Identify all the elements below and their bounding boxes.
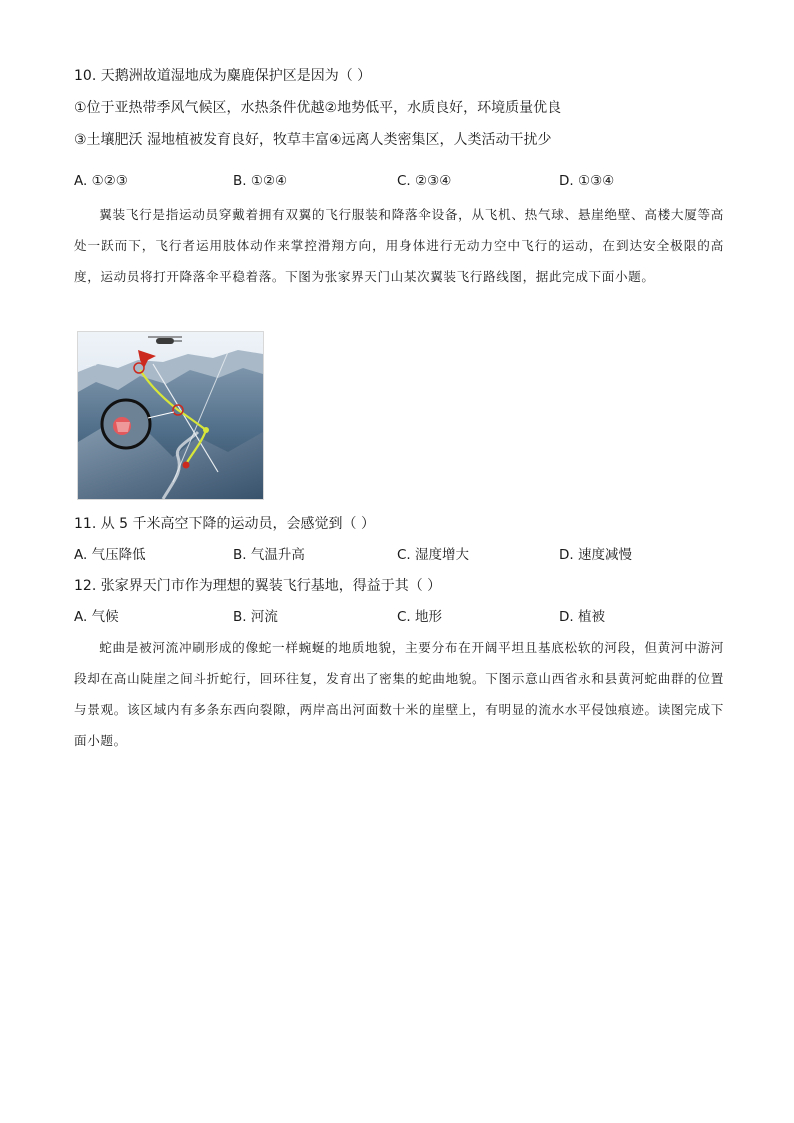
- q12-option-b[interactable]: B. 河流: [233, 609, 278, 625]
- q10-stem: 10. 天鹅洲故道湿地成为麋鹿保护区是因为（ ）: [74, 68, 372, 84]
- route-marker-end: [183, 462, 190, 469]
- wingsuit-route-map: [77, 331, 264, 500]
- start-point-label: ··· ····: [86, 363, 97, 368]
- q12-option-a[interactable]: A. 气候: [74, 609, 119, 625]
- q11-option-c[interactable]: C. 湿度增大: [397, 547, 470, 563]
- q11-option-b[interactable]: B. 气温升高: [233, 547, 305, 563]
- q11-stem: 11. 从 5 千米高空下降的运动员，会感觉到（ ）: [74, 516, 375, 532]
- q12-stem: 12. 张家界天门市作为理想的翼装飞行基地，得益于其（ ）: [74, 578, 442, 594]
- q12-option-d[interactable]: D. 植被: [559, 609, 605, 625]
- q11-option-d[interactable]: D. 速度减慢: [559, 547, 632, 563]
- passage-wingsuit: 翼装飞行是指运动员穿戴着拥有双翼的飞行服装和降落伞设备，从飞机、热气球、悬崖绝壁、高楼大厦等高处一跃而下，飞行者运用肢体动作来掌控滑翔方向，用身体进行无动力空中飞行的运动，在到达安全极限的高度，运动员将打开降落伞平稳着落。下图为张家界天门山某次翼装飞行路线图，据此完成下面小题。: [74, 207, 724, 284]
- passage-meander: 蛇曲是被河流冲刷形成的像蛇一样蜿蜒的地质地貌，主要分布在开阔平坦且基底松软的河段，但黄河中游河段却在高山陡崖之间斗折蛇行，回环往复，发育出了密集的蛇曲地貌。下图示意山西省永和县黄河蛇曲群的位置与景观。该区域内有多条东西向裂隙，两岸高出河面数十米的崖壁上，有明显的流水水平侵蚀痕迹。读图完成下面小题。: [74, 640, 724, 748]
- q10-option-d[interactable]: D. ①③④: [559, 173, 615, 189]
- q10-statement-line-1: ①位于亚热带季风气候区，水热条件优越②地势低平，水质良好，环境质量优良: [74, 100, 562, 116]
- q10-option-b[interactable]: B. ①②④: [233, 173, 288, 189]
- q10-option-c[interactable]: C. ②③④: [397, 173, 452, 189]
- route-marker-point: [203, 427, 209, 433]
- q12-option-c[interactable]: C. 地形: [397, 609, 443, 625]
- q10-option-a[interactable]: A. ①②③: [74, 173, 128, 189]
- q10-statement-line-2: ③土壤肥沃 湿地植被发育良好，牧草丰富④远离人类密集区，人类活动干扰少: [74, 132, 552, 148]
- q11-option-a[interactable]: A. 气压降低: [74, 547, 146, 563]
